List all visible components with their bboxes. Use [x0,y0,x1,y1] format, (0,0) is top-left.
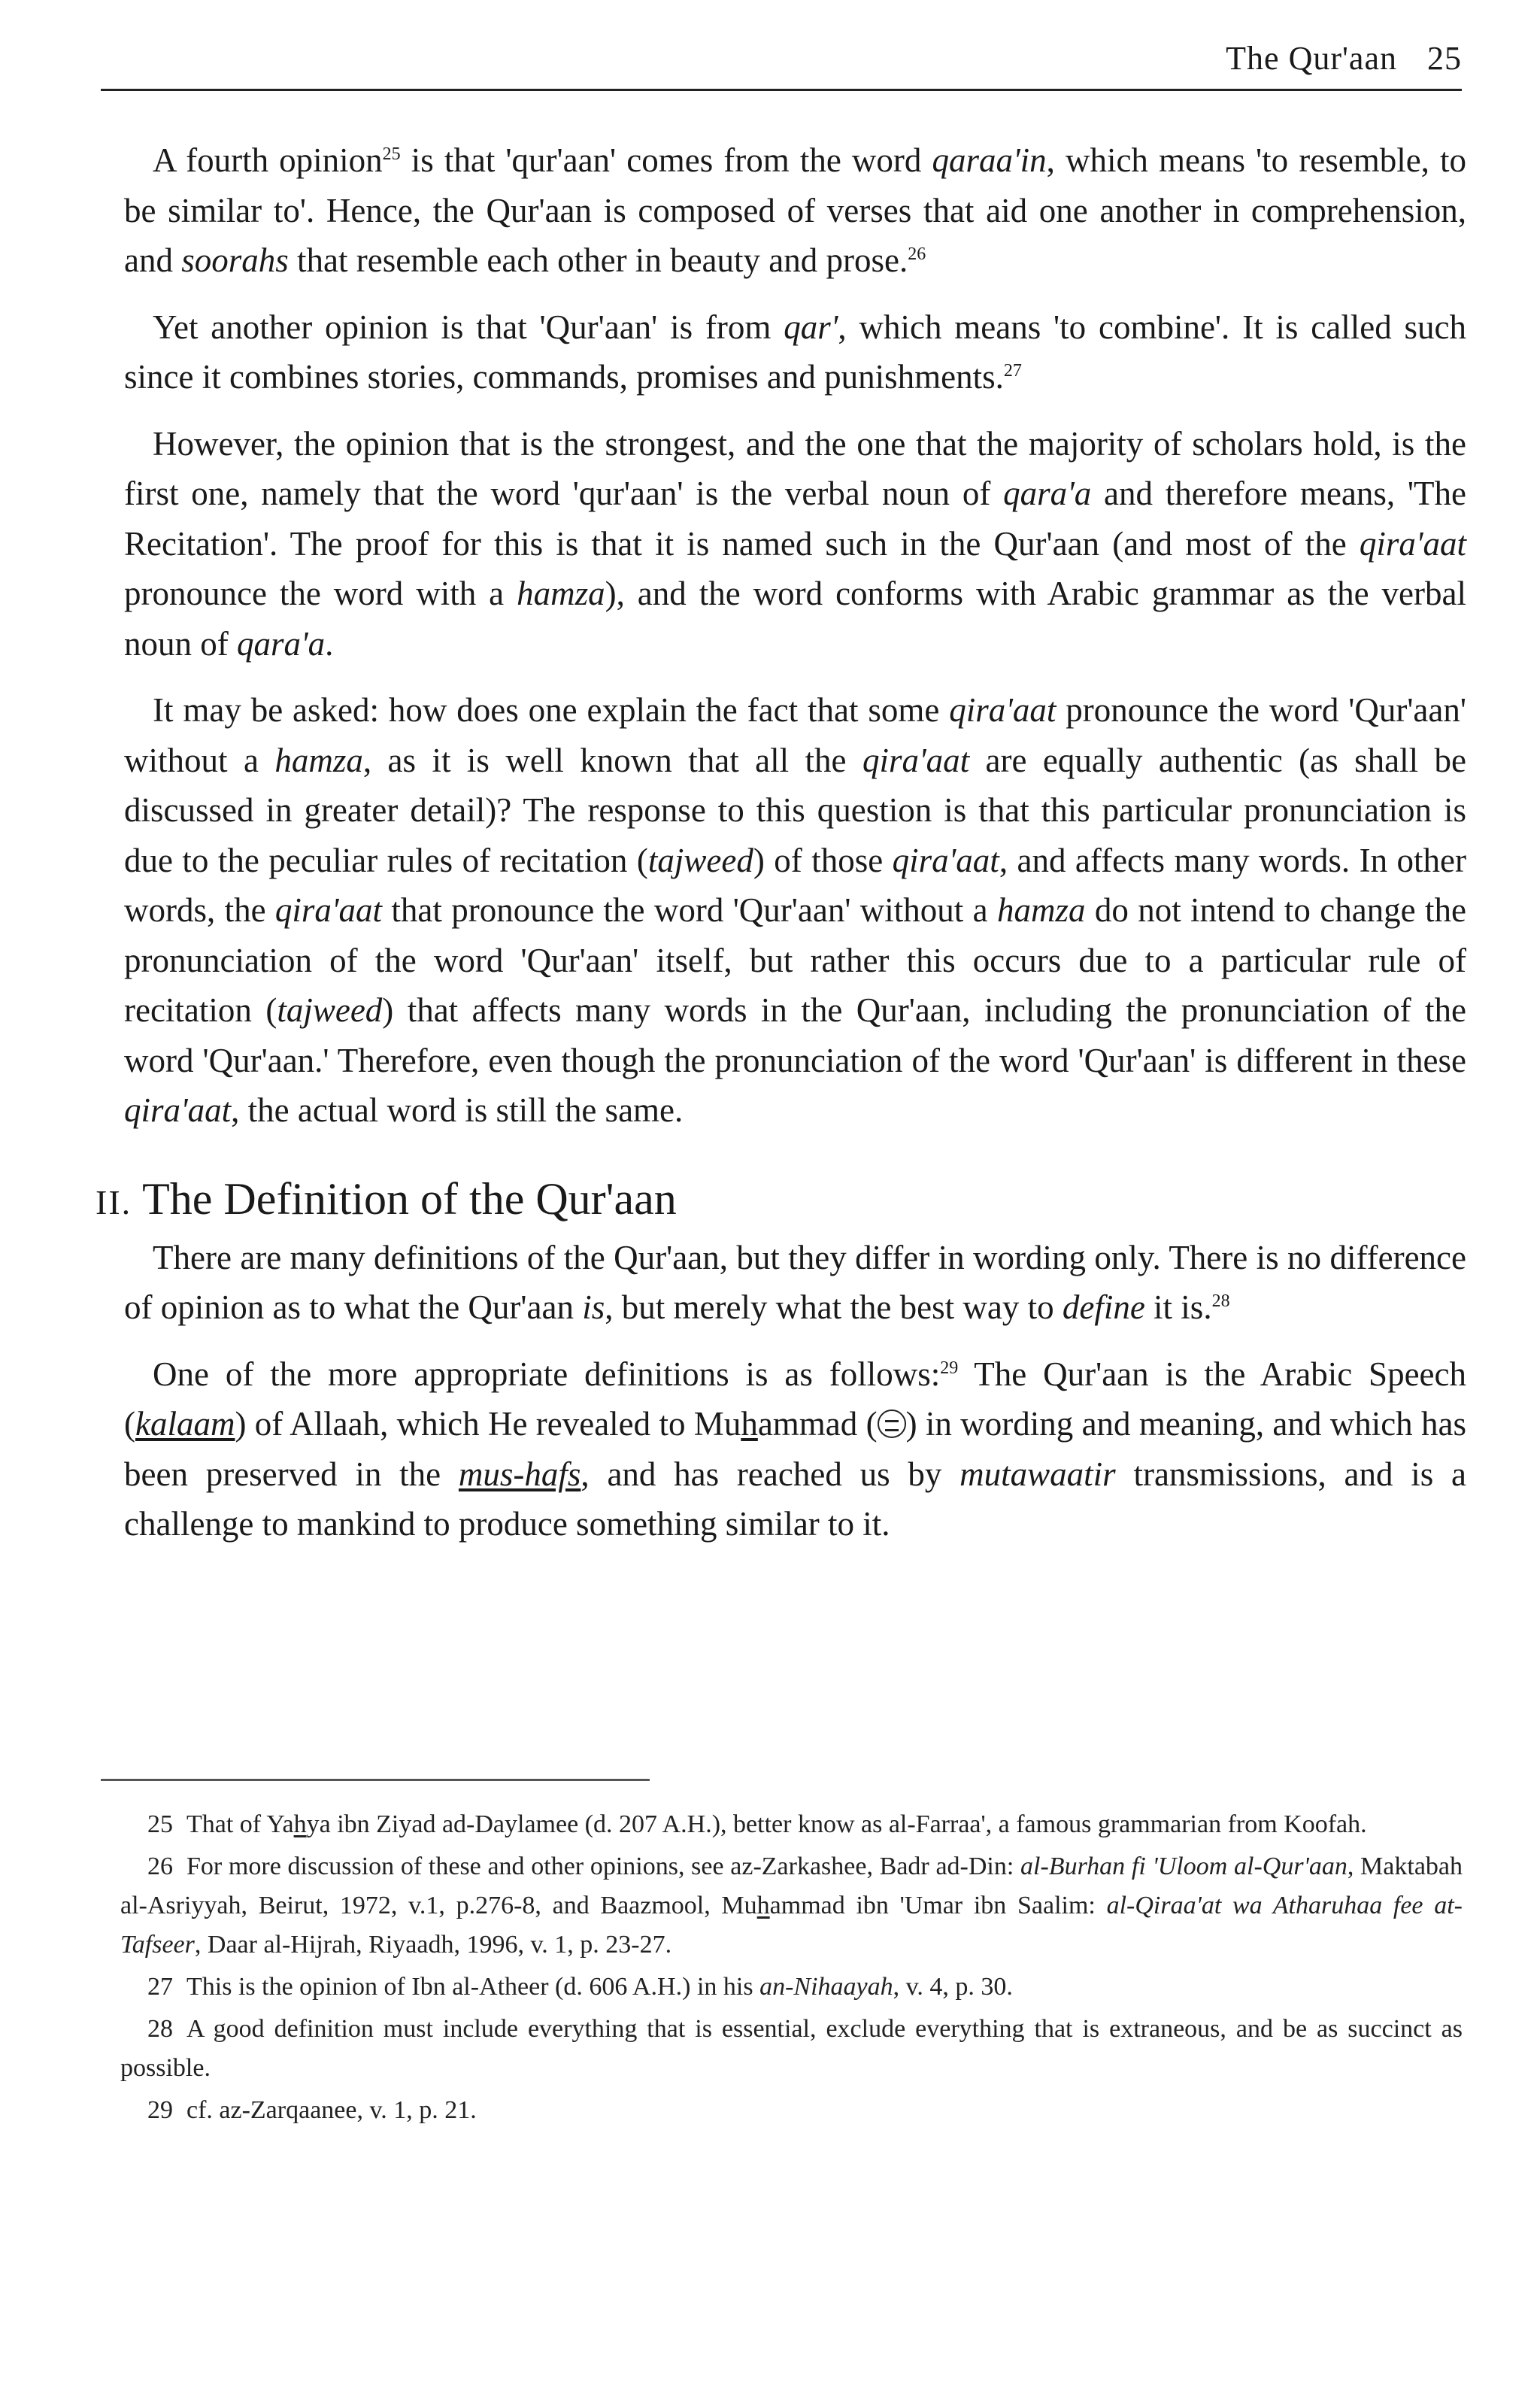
footnote [120,1968,1463,2007]
italic-term: soorahs [181,241,289,279]
text-run: cf. az-Zarqaanee, v. 1, p. 21. [186,2096,477,2124]
text-run: do not intend to change the pronunciation of the word 'Qur'aan' itself, but rather this occurs due to a particular rule of recitation ( [124,891,1466,1029]
text-run: transmissions, and is a challenge to mankind to produce something similar to it. [124,1455,1466,1543]
italic-term: qira'aat [862,741,970,779]
italic-term: qira'aat [274,891,383,929]
text-run: h [756,1892,770,1919]
italic-term: qara'a [237,624,326,663]
footnote-divider [101,1779,650,1781]
footnote [120,2091,1463,2130]
paragraph [124,685,1466,1136]
text-run: ), and the word conforms with Arabic grammar as the verbal noun of [124,575,1466,663]
paragraph [124,135,1466,286]
text-run: is that 'qur'aan' comes from the word [400,141,932,179]
text-run: h [293,1810,307,1838]
paragraph [124,302,1466,402]
footnote-ref: 26 [908,244,926,264]
text-run: , which means 'to resemble, to be similar to'. Hence, the Qur'aan is composed of verses that aid one another in comprehension, and [124,141,1467,279]
italic-term: qira'aat [1359,524,1466,563]
text-run: , Daar al-Hijrah, Riyaadh, 1996, v. 1, p. 23-27. [194,1931,672,1959]
text-run: ammad ( [757,1405,878,1443]
footnote-number: 29 [147,2096,173,2124]
section-number: II. [95,1182,132,1221]
text-run: , and affects many words. In other words, the [124,841,1466,929]
text-run: that resemble each other in beauty and prose. [288,241,908,279]
text-run: A good definition must include everything that is essential, exclude everything that is extraneous, and be as succinct as possible. [120,2015,1463,2082]
text-run: ya ibn Ziyad ad-Daylamee (d. 207 A.H.), better know as al-Farraa', a famous grammarian from Koofah. [306,1810,1367,1838]
text-run: , Maktabah al-Asriyyah, Beirut, 1972, v.1, p.276-8, and Baazmool, Mu [120,1852,1463,1919]
text-run: h [741,1405,758,1443]
italic-term: hamza [996,891,1086,929]
italic-term: hamza [517,575,605,612]
text-run: pronounce the word with a [124,575,517,612]
footnote-number: 28 [147,2015,173,2043]
paragraph [124,1349,1466,1549]
italic-term: mus-hafs [458,1455,581,1493]
text-run: . [325,624,334,663]
text-run: are equally authentic (as shall be discussed in greater detail)? The response to this question is that this particular pronunciation is due to the peculiar rules of recitation ( [124,741,1466,879]
text-run: For more discussion of these and other opinions, see az-Zarkashee, Badr ad-Din: [186,1852,1021,1880]
main-text [95,135,1467,1566]
footnote-number: 27 [147,1973,173,2001]
text-run: and therefore means, 'The Recitation'. The proof for this is that it is named such in the Qur'aan (and most of the [124,475,1466,563]
italic-term: mutawaatir [959,1455,1116,1493]
text-run: This is the opinion of Ibn al-Atheer (d. 606 A.H.) in his [186,1973,760,2001]
text-run: , and has reached us by [581,1455,960,1493]
paragraph [124,1233,1466,1333]
footnote [120,1805,1463,1844]
text-run: A fourth opinion [153,141,383,179]
italic-term: qira'aat [892,841,999,879]
text-run: , but merely what the best way to [605,1288,1063,1326]
text-run: , the actual word is still the same. [231,1091,684,1129]
section-heading [95,1169,1466,1233]
text-run: One of the more appropriate definitions is as follows: [153,1355,941,1393]
italic-term: qira'aat [124,1091,232,1129]
italic-term: is [582,1288,605,1326]
text-run: , which means 'to combine'. It is called such since it combines stories, commands, promises and punishments. [124,308,1466,396]
page-number: 25 [1427,40,1462,77]
text-run: that pronounce the word 'Qur'aan' without a [382,891,997,929]
text-run: ) in wording and meaning, and which has been preserved in the [124,1405,1466,1493]
text-run: ) of Allaah, which He revealed to Mu [235,1405,741,1443]
footnote-ref: 29 [940,1358,959,1378]
salutation-icon [878,1409,906,1438]
text-run: pronounce the word 'Qur'aan' without a [124,691,1466,779]
text-run: ) that affects many words in the Qur'aan, including the pronunciation of the word 'Qur'aan.' Therefore, even though the pronunciation of the word 'Qur'aan' is different in these [124,991,1466,1079]
running-title: The Qur'aan [1226,40,1397,77]
text-run: However, the opinion that is the strongest, and the one that the majority of scholars hold, is the first one, namely that the word 'qur'aan' is the verbal noun of [124,424,1466,512]
footnotes [120,1805,1463,2133]
italic-term: kalaam [135,1405,235,1443]
paragraph [124,419,1466,669]
text-run: There are many definitions of the Qur'aan, but they differ in wording only. There is no difference of opinion as to what the Qur'aan [124,1238,1466,1326]
text-run: , v. 4, p. 30. [893,1973,1013,2001]
page-header [101,35,1462,91]
italic-term: qar' [784,308,838,346]
footnote [120,2010,1463,2088]
italic-term: al-Qiraa'at wa Atharuhaa fee at-Tafseer [120,1892,1463,1959]
italic-term: tajweed [647,841,753,879]
italic-term: define [1062,1288,1145,1326]
running-head [1226,39,1462,77]
footnote-ref: 25 [382,144,401,164]
italic-term: tajweed [277,991,383,1029]
text-run: The Qur'aan is the Arabic Speech ( [124,1355,1466,1443]
italic-term: an-Nihaayah [759,1973,893,2001]
footnote-number: 26 [147,1852,173,1880]
italic-term: hamza [274,741,363,779]
section-title: The Definition of the Qur'aan [142,1173,677,1224]
footnote-ref: 28 [1211,1291,1230,1311]
footnote [120,1847,1463,1965]
text-run: ) of those [753,841,893,879]
text-run: Yet another opinion is that 'Qur'aan' is from [153,308,784,346]
footnote-number: 25 [147,1810,173,1838]
text-run: , as it is well known that all the [362,741,862,779]
italic-term: qara'a [1003,475,1092,512]
footnote-ref: 27 [1003,361,1022,381]
italic-term: qaraa'in [932,141,1047,179]
italic-term: qira'aat [949,691,1056,729]
text-run: That of Ya [186,1810,294,1838]
text-run: it is. [1144,1288,1212,1326]
text-run: ammad ibn 'Umar ibn Saalim: [769,1892,1107,1919]
text-run: It may be asked: how does one explain the fact that some [153,691,950,729]
italic-term: al-Burhan fi 'Uloom al-Qur'aan [1020,1852,1348,1880]
